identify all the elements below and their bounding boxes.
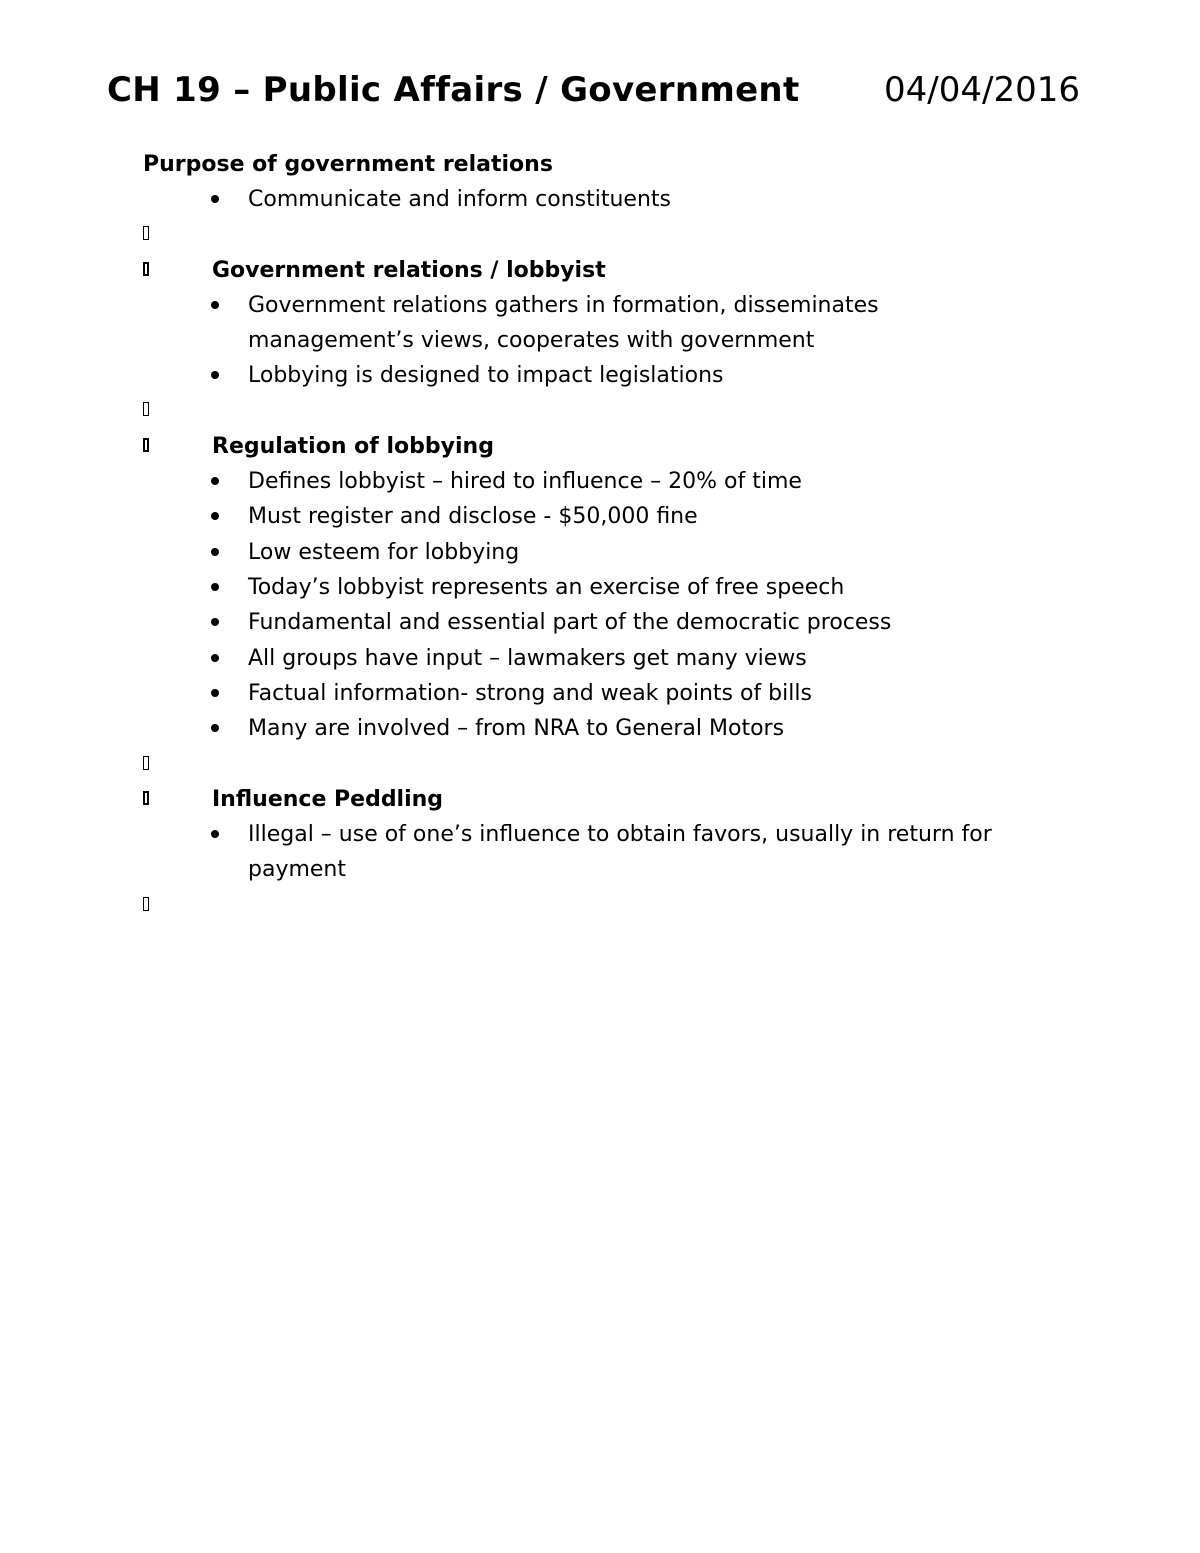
bullet-icon	[211, 195, 219, 203]
missing-glyph-icon	[143, 402, 149, 416]
missing-glyph-icon	[143, 756, 149, 770]
bullet-icon	[211, 301, 219, 309]
list-item-continuation: management’s views, cooperates with government	[248, 328, 815, 353]
bullet-icon	[211, 548, 219, 556]
bullet-icon	[211, 583, 219, 591]
section-heading-regulation: Regulation of lobbying	[212, 434, 494, 459]
bullet-icon	[211, 654, 219, 662]
section-heading-influence-peddling: Influence Peddling	[212, 787, 444, 812]
bullet-icon	[211, 724, 219, 732]
list-item: Must register and disclose - $50,000 fine	[248, 504, 698, 529]
list-item: Defines lobbyist – hired to influence – 20% of time	[248, 469, 802, 494]
page-date: 04/04/2016	[884, 70, 1080, 110]
missing-glyph-icon	[143, 262, 149, 276]
list-item: Communicate and inform constituents	[248, 187, 671, 212]
list-item: Many are involved – from NRA to General Motors	[248, 716, 785, 741]
section-heading-government-relations: Government relations / lobbyist	[212, 258, 606, 283]
bullet-icon	[211, 371, 219, 379]
bullet-icon	[211, 477, 219, 485]
list-item: Lobbying is designed to impact legislations	[248, 363, 724, 388]
list-item: Low esteem for lobbying	[248, 540, 520, 565]
missing-glyph-icon	[143, 791, 149, 805]
missing-glyph-icon	[143, 226, 149, 240]
section-heading-purpose: Purpose of government relations	[143, 152, 553, 177]
list-item: Illegal – use of one’s influence to obtain favors, usually in return for	[248, 822, 992, 847]
list-item: All groups have input – lawmakers get many views	[248, 646, 807, 671]
list-item-continuation: payment	[248, 857, 347, 882]
list-item: Factual information- strong and weak points of bills	[248, 681, 812, 706]
bullet-icon	[211, 689, 219, 697]
list-item: Government relations gathers in formation, disseminates	[248, 293, 879, 318]
list-item: Fundamental and essential part of the democratic process	[248, 610, 892, 635]
bullet-icon	[211, 618, 219, 626]
page-title: CH 19 – Public Affairs / Government	[107, 70, 800, 110]
bullet-icon	[211, 830, 219, 838]
missing-glyph-icon	[143, 897, 149, 911]
bullet-icon	[211, 512, 219, 520]
list-item: Today’s lobbyist represents an exercise of free speech	[248, 575, 845, 600]
missing-glyph-icon	[143, 438, 149, 452]
